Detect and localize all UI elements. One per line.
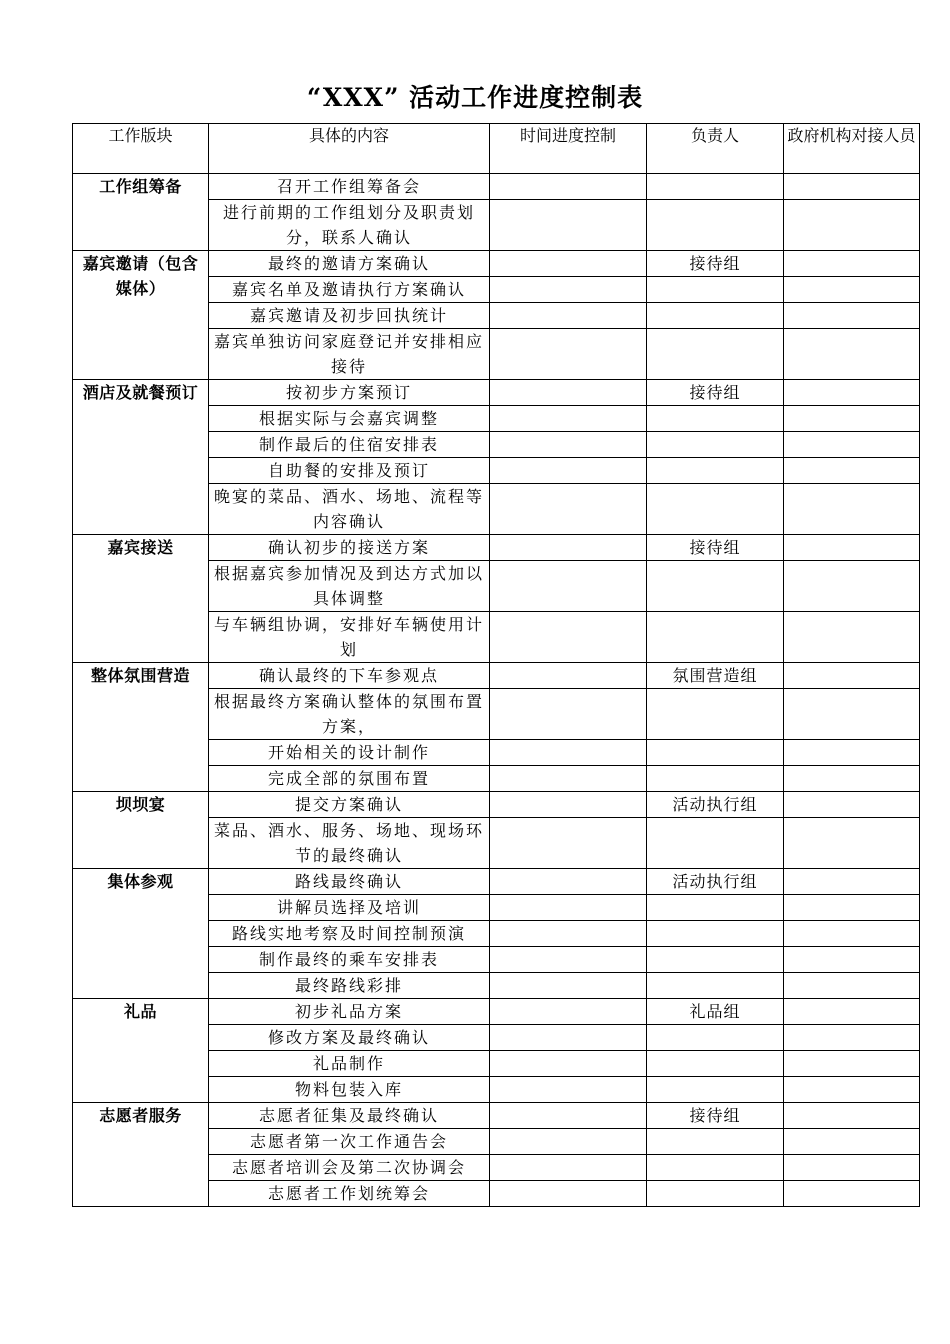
gov-contact-cell <box>784 174 920 200</box>
table-row <box>73 999 920 1025</box>
page-title: “XXX” 活动工作进度控制表 <box>306 83 644 112</box>
schedule-cell <box>490 612 647 663</box>
gov-contact-cell <box>784 1103 920 1129</box>
table-body <box>73 174 920 1207</box>
gov-contact-cell <box>784 1129 920 1155</box>
table-row <box>73 535 920 561</box>
content-cell: 进行前期的工作组划分及职责划分，联系人确认 <box>209 200 490 251</box>
content-cell: 提交方案确认 <box>209 792 490 818</box>
header-gov-contact: 政府机构对接人员 <box>784 124 920 174</box>
owner-cell <box>647 766 784 792</box>
content-cell: 志愿者培训会及第二次协调会 <box>209 1155 490 1181</box>
content-cell: 开始相关的设计制作 <box>209 740 490 766</box>
schedule-cell <box>490 303 647 329</box>
schedule-cell <box>490 921 647 947</box>
gov-contact-cell <box>784 535 920 561</box>
section-name: 工作组筹备 <box>99 177 182 196</box>
schedule-cell <box>490 818 647 869</box>
content-cell: 菜品、酒水、服务、场地、现场环节的最终确认 <box>209 818 490 869</box>
gov-contact-cell <box>784 380 920 406</box>
content-cell: 嘉宾单独访问家庭登记并安排相应接待 <box>209 329 490 380</box>
owner-cell <box>647 561 784 612</box>
content-cell: 与车辆组协调，安排好车辆使用计划 <box>209 612 490 663</box>
gov-contact-cell <box>784 1181 920 1207</box>
gov-contact-cell <box>784 818 920 869</box>
content-cell: 按初步方案预订 <box>209 380 490 406</box>
schedule-cell <box>490 1103 647 1129</box>
owner-cell: 接待组 <box>647 380 784 406</box>
owner-cell <box>647 818 784 869</box>
header-row <box>73 124 920 174</box>
schedule-cell <box>490 380 647 406</box>
gov-contact-cell <box>784 792 920 818</box>
owner-cell <box>647 200 784 251</box>
schedule-cell <box>490 869 647 895</box>
owner-cell <box>647 689 784 740</box>
owner-cell <box>647 921 784 947</box>
owner-cell <box>647 612 784 663</box>
owner-cell: 接待组 <box>647 1103 784 1129</box>
content-cell: 最终路线彩排 <box>209 973 490 999</box>
gov-contact-cell <box>784 663 920 689</box>
content-cell: 志愿者第一次工作通告会 <box>209 1129 490 1155</box>
gov-contact-cell <box>784 200 920 251</box>
gov-contact-cell <box>784 277 920 303</box>
table-row <box>73 251 920 277</box>
section-cell <box>73 380 209 535</box>
schedule-cell <box>490 663 647 689</box>
header-schedule: 时间进度控制 <box>490 124 647 174</box>
owner-cell <box>647 303 784 329</box>
schedule-cell <box>490 561 647 612</box>
content-cell: 志愿者征集及最终确认 <box>209 1103 490 1129</box>
schedule-cell <box>490 535 647 561</box>
section-name: 嘉宾邀请（包含媒体） <box>82 254 199 298</box>
gov-contact-cell <box>784 329 920 380</box>
schedule-cell <box>490 689 647 740</box>
section-cell <box>73 663 209 792</box>
section-name: 酒店及就餐预订 <box>82 383 199 402</box>
schedule-cell <box>490 251 647 277</box>
owner-cell: 接待组 <box>647 251 784 277</box>
gov-contact-cell <box>784 869 920 895</box>
schedule-cell <box>490 1129 647 1155</box>
content-cell: 自助餐的安排及预订 <box>209 458 490 484</box>
content-cell: 确认最终的下车参观点 <box>209 663 490 689</box>
owner-cell <box>647 484 784 535</box>
section-cell <box>73 869 209 999</box>
content-cell: 礼品制作 <box>209 1051 490 1077</box>
gov-contact-cell <box>784 251 920 277</box>
owner-cell <box>647 458 784 484</box>
header-owner: 负责人 <box>647 124 784 174</box>
schedule-cell <box>490 1181 647 1207</box>
schedule-cell <box>490 432 647 458</box>
schedule-cell <box>490 973 647 999</box>
schedule-cell <box>490 766 647 792</box>
section-cell <box>73 1103 209 1207</box>
owner-cell <box>647 1051 784 1077</box>
content-cell: 完成全部的氛围布置 <box>209 766 490 792</box>
header-section: 工作版块 <box>73 124 209 174</box>
gov-contact-cell <box>784 303 920 329</box>
gov-contact-cell <box>784 612 920 663</box>
gov-contact-cell <box>784 740 920 766</box>
gov-contact-cell <box>784 406 920 432</box>
content-cell: 最终的邀请方案确认 <box>209 251 490 277</box>
owner-cell <box>647 1181 784 1207</box>
gov-contact-cell <box>784 1077 920 1103</box>
gov-contact-cell <box>784 1051 920 1077</box>
gov-contact-cell <box>784 484 920 535</box>
content-cell: 制作最终的乘车安排表 <box>209 947 490 973</box>
table-row <box>73 663 920 689</box>
content-cell: 制作最后的住宿安排表 <box>209 432 490 458</box>
schedule-cell <box>490 947 647 973</box>
schedule-cell <box>490 1025 647 1051</box>
owner-cell <box>647 406 784 432</box>
owner-cell <box>647 329 784 380</box>
content-cell: 嘉宾名单及邀请执行方案确认 <box>209 277 490 303</box>
section-cell <box>73 251 209 380</box>
schedule-cell <box>490 277 647 303</box>
gov-contact-cell <box>784 947 920 973</box>
owner-cell: 接待组 <box>647 535 784 561</box>
gov-contact-cell <box>784 973 920 999</box>
owner-cell <box>647 973 784 999</box>
table-row <box>73 1103 920 1129</box>
schedule-cell <box>490 740 647 766</box>
schedule-cell <box>490 406 647 432</box>
content-cell: 路线最终确认 <box>209 869 490 895</box>
section-name: 整体氛围营造 <box>90 666 190 685</box>
table-row <box>73 380 920 406</box>
owner-cell <box>647 1155 784 1181</box>
owner-cell: 氛围营造组 <box>647 663 784 689</box>
content-cell: 根据实际与会嘉宾调整 <box>209 406 490 432</box>
gov-contact-cell <box>784 999 920 1025</box>
content-cell: 召开工作组筹备会 <box>209 174 490 200</box>
gov-contact-cell <box>784 689 920 740</box>
gov-contact-cell <box>784 766 920 792</box>
section-name: 志愿者服务 <box>99 1106 182 1125</box>
owner-cell <box>647 1025 784 1051</box>
schedule-cell <box>490 200 647 251</box>
owner-cell: 礼品组 <box>647 999 784 1025</box>
header-content: 具体的内容 <box>209 124 490 174</box>
content-cell: 物料包装入库 <box>209 1077 490 1103</box>
schedule-cell <box>490 329 647 380</box>
schedule-cell <box>490 792 647 818</box>
content-cell: 路线实地考察及时间控制预演 <box>209 921 490 947</box>
table-row <box>73 174 920 200</box>
section-cell <box>73 174 209 251</box>
owner-cell <box>647 895 784 921</box>
schedule-cell <box>490 174 647 200</box>
progress-table <box>72 123 920 1207</box>
table-row <box>73 792 920 818</box>
section-cell <box>73 792 209 869</box>
owner-cell <box>647 1129 784 1155</box>
gov-contact-cell <box>784 458 920 484</box>
owner-cell <box>647 740 784 766</box>
section-name: 集体参观 <box>107 872 174 891</box>
owner-cell <box>647 432 784 458</box>
section-name: 坝坝宴 <box>115 795 166 814</box>
owner-cell: 活动执行组 <box>647 869 784 895</box>
schedule-cell <box>490 1155 647 1181</box>
section-cell <box>73 999 209 1103</box>
section-name: 嘉宾接送 <box>107 538 174 557</box>
content-cell: 确认初步的接送方案 <box>209 535 490 561</box>
gov-contact-cell <box>784 921 920 947</box>
gov-contact-cell <box>784 1155 920 1181</box>
gov-contact-cell <box>784 432 920 458</box>
owner-cell <box>647 277 784 303</box>
gov-contact-cell <box>784 895 920 921</box>
content-cell: 根据最终方案确认整体的氛围布置方案， <box>209 689 490 740</box>
schedule-cell <box>490 484 647 535</box>
content-cell: 初步礼品方案 <box>209 999 490 1025</box>
owner-cell <box>647 1077 784 1103</box>
content-cell: 嘉宾邀请及初步回执统计 <box>209 303 490 329</box>
owner-cell <box>647 174 784 200</box>
content-cell: 志愿者工作划统筹会 <box>209 1181 490 1207</box>
section-name: 礼品 <box>123 1002 157 1021</box>
owner-cell <box>647 947 784 973</box>
content-cell: 晚宴的菜品、酒水、场地、流程等内容确认 <box>209 484 490 535</box>
schedule-cell <box>490 458 647 484</box>
schedule-cell <box>490 1051 647 1077</box>
owner-cell: 活动执行组 <box>647 792 784 818</box>
gov-contact-cell <box>784 1025 920 1051</box>
gov-contact-cell <box>784 561 920 612</box>
table-row <box>73 869 920 895</box>
schedule-cell <box>490 895 647 921</box>
content-cell: 根据嘉宾参加情况及到达方式加以具体调整 <box>209 561 490 612</box>
section-cell <box>73 535 209 663</box>
schedule-cell <box>490 1077 647 1103</box>
content-cell: 讲解员选择及培训 <box>209 895 490 921</box>
schedule-cell <box>490 999 647 1025</box>
content-cell: 修改方案及最终确认 <box>209 1025 490 1051</box>
